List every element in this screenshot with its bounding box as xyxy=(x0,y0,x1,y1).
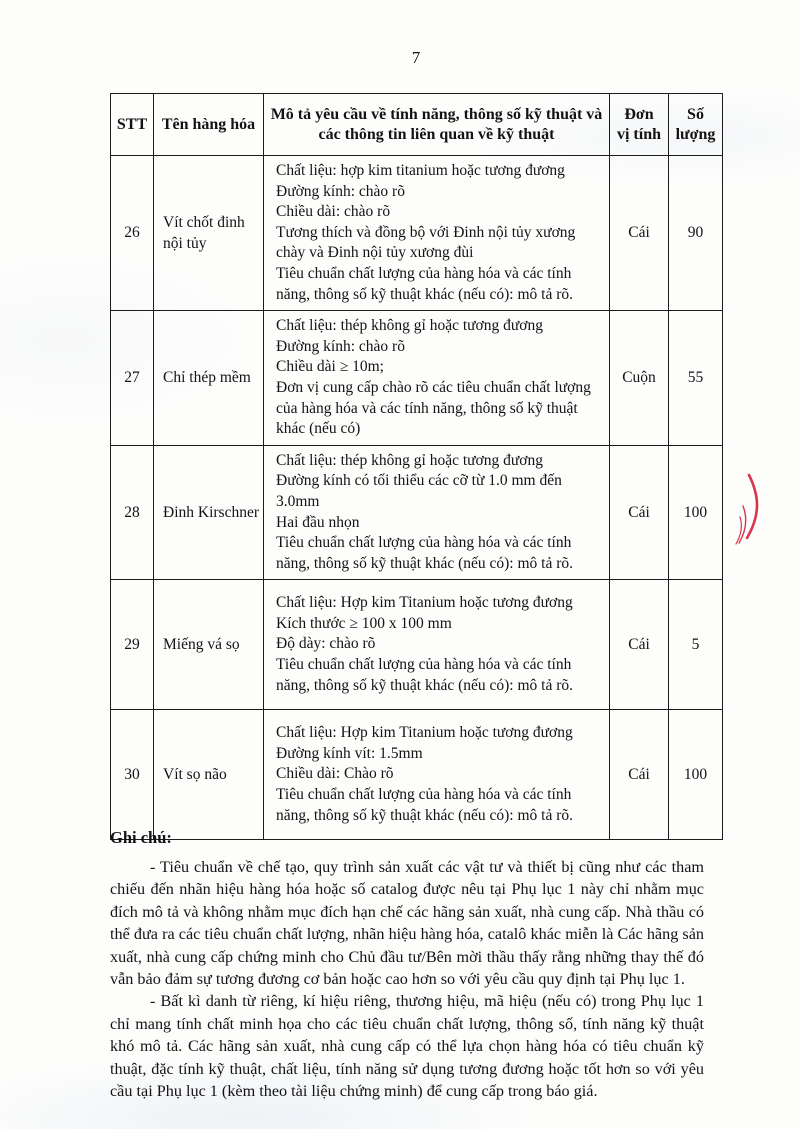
desc-line: Chất liệu: Hợp kim Titanium hoặc tương đương xyxy=(276,724,573,742)
unit-cell: Cuộn xyxy=(610,311,669,446)
table-row xyxy=(111,156,723,311)
desc-line: Đường kính vít: 1.5mm xyxy=(276,744,423,762)
row-number-cell: 26 xyxy=(111,156,154,311)
desc-line: Đường kính: chào rõ xyxy=(276,337,405,355)
unit-cell: Cái xyxy=(610,445,669,580)
header-unit-line1: Đơn xyxy=(624,105,654,123)
notes-section xyxy=(110,828,704,1102)
row-number-cell: 27 xyxy=(111,311,154,446)
table-row xyxy=(111,580,723,710)
qty-cell: 100 xyxy=(669,445,723,580)
desc-line: Đường kính có tối thiểu các cỡ từ 1.0 mm đến 3.0mm xyxy=(276,472,562,510)
qty-cell: 90 xyxy=(669,156,723,311)
desc-line: Chất liệu: hợp kim titanium hoặc tương đương xyxy=(276,162,565,179)
table-row xyxy=(111,311,723,446)
desc-line: Chất liệu: thép không gỉ hoặc tương đương xyxy=(276,317,543,335)
header-name: Tên hàng hóa xyxy=(154,94,264,156)
desc-line: Tiêu chuẩn chất lượng của hàng hóa và các tính năng, thông số kỹ thuật khác (nếu có): mô tả rõ. xyxy=(276,786,574,824)
row-number-cell: 30 xyxy=(111,710,154,840)
row-number-cell: 29 xyxy=(111,580,154,710)
header-desc: Mô tả yêu cầu về tính năng, thông số kỹ thuật và các thông tin liên quan về kỹ thuật xyxy=(264,94,610,156)
desc-line: Đơn vị cung cấp chào rõ các tiêu chuẩn chất lượng của hàng hóa và các tính năng, thông số kỹ thuật khác (nếu có) xyxy=(276,378,591,438)
desc-line: Đường kính: chào rõ xyxy=(276,182,405,200)
desc-line: Chất liệu: thép không gỉ hoặc tương đương xyxy=(276,451,543,469)
item-name-cell: Đinh Kirschner xyxy=(154,445,264,580)
desc-line: Tiêu chuẩn chất lượng của hàng hóa và các tính năng, thông số kỹ thuật khác (nếu có): mô tả rõ. xyxy=(276,656,574,694)
unit-cell: Cái xyxy=(610,580,669,710)
item-desc-cell xyxy=(264,445,610,580)
item-desc-cell xyxy=(264,156,610,311)
header-qty-line1: Số xyxy=(687,105,704,123)
red-pen-mark xyxy=(728,462,776,557)
item-name-cell: Vít chốt đinh nội tủy xyxy=(154,156,264,311)
desc-line: Chất liệu: Hợp kim Titanium hoặc tương đương xyxy=(276,594,573,612)
item-name-cell: Miếng vá sọ xyxy=(154,580,264,710)
item-name-cell: Chỉ thép mềm xyxy=(154,311,264,446)
item-desc-cell xyxy=(264,710,610,840)
desc-line: Độ dày: chào rõ xyxy=(276,635,376,653)
desc-line: Chiều dài: Chào rõ xyxy=(276,765,394,783)
item-name-cell: Vít sọ não xyxy=(154,710,264,840)
desc-line: Kích thước ≥ 100 x 100 mm xyxy=(276,614,452,632)
header-qty-line2: lượng xyxy=(675,125,716,143)
table-row xyxy=(111,710,723,840)
header-unit xyxy=(610,94,669,156)
desc-line: Tiêu chuẩn chất lượng của hàng hóa và các tính năng, thông số kỹ thuật khác (nếu có): mô tả rõ. xyxy=(276,534,574,572)
qty-cell: 100 xyxy=(669,710,723,840)
qty-cell: 5 xyxy=(669,580,723,710)
header-unit-line2: vị tính xyxy=(616,125,661,143)
row-number-cell: 28 xyxy=(111,445,154,580)
header-qty xyxy=(669,94,723,156)
item-desc-cell xyxy=(264,580,610,710)
item-desc-cell xyxy=(264,311,610,446)
unit-cell: Cái xyxy=(610,156,669,311)
table-header-row xyxy=(111,94,723,156)
desc-line: Chiều dài: chào rõ xyxy=(276,203,391,221)
header-stt: STT xyxy=(111,94,154,156)
desc-line: Hai đầu nhọn xyxy=(276,513,360,531)
note-paragraph: - Bất kì danh từ riêng, kí hiệu riêng, thương hiệu, mã hiệu (nếu có) trong Phụ lục 1 chỉ mang tính chất minh họa cho các tiêu chuẩn chất lượng, thông số, tính năng kỹ thuật khó mô tả. Các hãng sản xuất, nhà cung cấp có thể lựa chọn hàng hóa có tiêu chuẩn kỹ thuật, đặc tính kỹ thuật, chất liệu, tính năng sử dụng tương đương hoặc tốt hơn so với yêu cầu tại Phụ lục 1 (kèm theo tài liệu chứng minh) để cung cấp trong báo giá. xyxy=(110,992,704,1101)
unit-cell: Cái xyxy=(610,710,669,840)
note-paragraph: - Tiêu chuẩn về chế tạo, quy trình sản xuất các vật tư và thiết bị cũng như các tham chiếu đến nhãn hiệu hàng hóa hoặc số catalog được nêu tại Phụ lục 1 này chỉ nhằm mục đích mô tả và không nhằm mục đích hạn chế các hãng sản xuất, nhà cung cấp. Nhà thầu có thể đưa ra các tiêu chuẩn chất lượng, nhãn hiệu hàng hóa, catalô khác miễn là Các hãng sản xuất, nhà cung cấp chứng minh cho Chủ đầu tư/Bên mời thầu thấy rằng những thay thế đó vẫn bảo đảm sự tương đương cơ bản hoặc cao hơn so với yêu cầu quy định tại Phụ lục 1. xyxy=(110,858,704,989)
notes-heading: Ghi chú: xyxy=(110,828,172,847)
desc-line: Tiêu chuẩn chất lượng của hàng hóa và các tính năng, thông số kỹ thuật khác (nếu có): mô tả rõ. xyxy=(276,264,574,303)
desc-line: Chiều dài ≥ 10m; xyxy=(276,358,384,376)
table-row xyxy=(111,445,723,580)
qty-cell: 55 xyxy=(669,311,723,446)
desc-line: Tương thích và đồng bộ với Đinh nội tủy xương chày và Đinh nội tủy xương đùi xyxy=(276,223,576,262)
spec-table xyxy=(110,93,723,840)
page-number: 7 xyxy=(411,48,421,67)
